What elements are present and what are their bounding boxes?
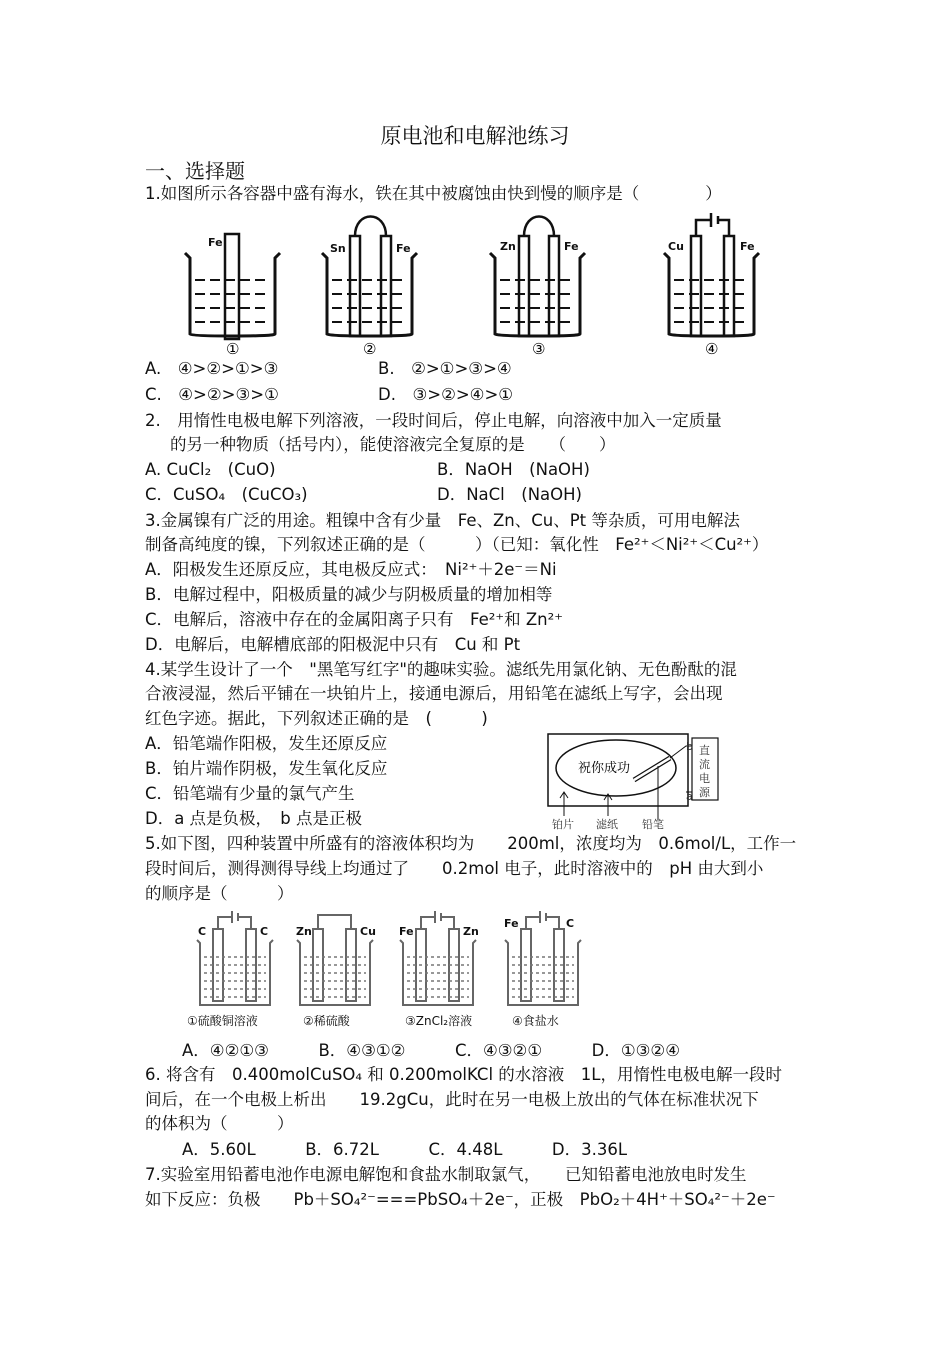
q1-label-fe2: Fe <box>396 242 411 255</box>
q4-figure <box>546 732 746 832</box>
q1-option-a: A. ④>②>①>③ <box>145 359 279 378</box>
q4-option-d: D．a 点是负极， b 点是正极 <box>145 809 363 828</box>
q1-num-2: ② <box>363 340 377 358</box>
q5-label-3r: Zn <box>463 925 479 938</box>
q4-stem-3: 红色字迹。据此，下列叙述正确的是 ( ) <box>145 709 488 728</box>
page-title: 原电池和电解池练习 <box>380 124 570 148</box>
q1-label-sn: Sn <box>330 242 346 255</box>
q5-label-2l: Zn <box>296 925 312 938</box>
q4-stem-1: 4.某学生设计了一个 "黑笔写红字"的趣味实验。滤纸先用氯化钠、无色酚酞的混 <box>145 660 737 679</box>
q4-power-3: 电 <box>699 772 710 785</box>
q2-stem-2: 的另一种物质（括号内），能使溶液完全复原的是 （ ） <box>170 435 616 454</box>
q2-stem-1: 2. 用惰性电极电解下列溶液，一段时间后，停止电解，向溶液中加入一定质量 <box>145 411 722 430</box>
q4-option-c: C．铅笔端有少量的氯气产生 <box>145 784 355 803</box>
q3-option-b: B．电解过程中，阳极质量的减少与阴极质量的增加相等 <box>145 585 553 604</box>
q1-option-b: B. ②>①>③>④ <box>378 359 512 378</box>
q4-option-a: A．铅笔端作阳极，发生还原反应 <box>145 734 388 753</box>
q1-num-1: ① <box>226 340 240 358</box>
q4-power-1: 直 <box>699 744 710 757</box>
q1-label-fe4: Fe <box>740 240 755 253</box>
q6-stem-2: 间后，在一个电极上析出 19.2gCu，此时在另一电极上放出的气体在标准状况下 <box>145 1090 759 1109</box>
q2-option-a: A. CuCl₂ (CuO) <box>145 460 276 479</box>
q1-label-fe: Fe <box>208 236 223 249</box>
q1-label-fe3: Fe <box>564 240 579 253</box>
q3-stem-2: 制备高纯度的镍，下列叙述正确的是（ ）（已知：氧化性 Fe²⁺＜Ni²⁺＜Cu²⁺） <box>145 535 769 554</box>
q1-num-4: ④ <box>705 340 719 358</box>
q4-label-pt: 铂片 <box>552 818 574 831</box>
q5-caption-3: ③ZnCl₂溶液 <box>405 1014 473 1028</box>
q5-stem-2: 段时间后，测得测得导线上均通过了 0.2mol 电子，此时溶液中的 pH 由大到小 <box>145 859 764 878</box>
q2-option-b: B．NaOH (NaOH) <box>437 460 590 479</box>
q5-stem-1: 5.如下图，四种装置中所盛有的溶液体积均为 200ml，浓度均为 0.6mol/L，工作一 <box>145 834 797 853</box>
q5-label-1l: C <box>198 925 207 938</box>
q5-stem-3: 的顺序是（ ） <box>145 884 294 903</box>
q5-label-1r: C <box>260 925 269 938</box>
q5-label-4r: C <box>566 917 575 930</box>
q5-caption-2: ②稀硫酸 <box>303 1014 350 1028</box>
q4-power-2: 流 <box>699 758 710 771</box>
q7-stem-2: 如下反应：负极 Pb＋SO₄²⁻===PbSO₄＋2e⁻，正极 PbO₂＋4H⁺＋SO₄²⁻＋2e⁻ <box>145 1190 776 1209</box>
q1-option-d: D. ③>②>④>① <box>378 385 514 404</box>
q2-option-c: C．CuSO₄ (CuCO₃) <box>145 485 308 504</box>
q3-option-d: D．电解后，电解槽底部的阳极泥中只有 Cu 和 Pt <box>145 635 521 654</box>
q1-option-c: C. ④>②>③>① <box>145 385 279 404</box>
q1-num-3: ③ <box>532 340 546 358</box>
q3-stem-1: 3.金属镍有广泛的用途。粗镍中含有少量 Fe、Zn、Cu、Pt 等杂质，可用电解法 <box>145 511 740 530</box>
q6-stem-3: 的体积为（ ） <box>145 1114 294 1133</box>
q3-option-a: A．阳极发生还原反应，其电极反应式： Ni²⁺＋2e⁻＝Ni <box>145 560 557 579</box>
q4-option-b: B．铂片端作阴极，发生氧化反应 <box>145 759 388 778</box>
q2-option-d: D．NaCl (NaOH) <box>437 485 582 504</box>
q5-label-3l: Fe <box>399 925 414 938</box>
q5-caption-4: ④食盐水 <box>512 1014 559 1028</box>
q4-fig-text: 祝你成功 <box>578 761 631 776</box>
section-heading: 一、选择题 <box>145 159 245 183</box>
q5-options: A．④②①③ B．④③①② C．④③②① D．①③②④ <box>182 1041 681 1060</box>
q4-label-pencil: 铅笔 <box>642 818 664 831</box>
q3-option-c: C．电解后，溶液中存在的金属阳离子只有 Fe²⁺和 Zn²⁺ <box>145 610 563 629</box>
q5-label-4l: Fe <box>504 917 519 930</box>
q5-figure <box>0 905 950 1035</box>
q6-options: A．5.60L B．6.72L C．4.48L D．3.36L <box>182 1140 628 1159</box>
q5-label-2r: Cu <box>360 925 376 938</box>
q7-stem-1: 7.实验室用铅蓄电池作电源电解饱和食盐水制取氯气， 已知铅蓄电池放电时发生 <box>145 1165 747 1184</box>
q1-label-zn: Zn <box>500 240 516 253</box>
q1-stem: 1.如图所示各容器中盛有海水，铁在其中被腐蚀由快到慢的顺序是（ ） <box>145 184 722 203</box>
q4-power-4: 源 <box>699 786 710 799</box>
q4-label-paper: 滤纸 <box>596 818 618 831</box>
q4-stem-2: 合液浸湿，然后平铺在一块铂片上，接通电源后，用铅笔在滤纸上写字，会出现 <box>145 684 723 703</box>
q6-stem-1: 6. 将含有 0.400molCuSO₄ 和 0.200molKCl 的水溶液 1L，用惰性电极电解一段时 <box>145 1065 782 1084</box>
q1-label-cu: Cu <box>668 240 684 253</box>
q4-point-a: a <box>686 790 693 803</box>
q4-point-b: b <box>686 740 693 753</box>
q5-caption-1: ①硫酸铜溶液 <box>187 1014 258 1028</box>
